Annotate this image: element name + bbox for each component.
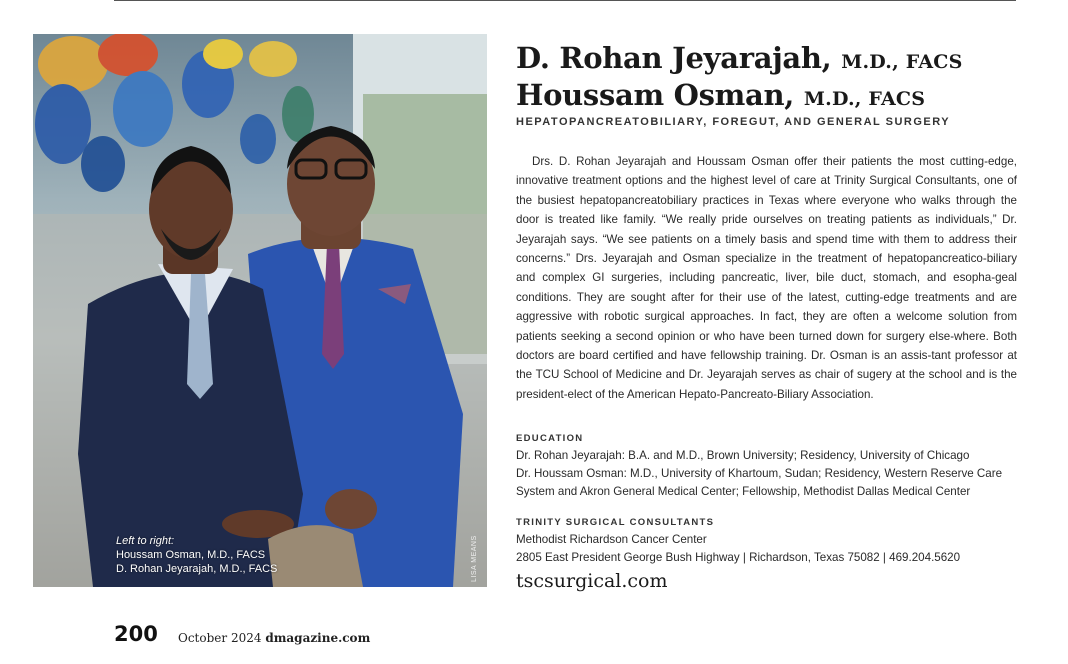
profile-body: Drs. D. Rohan Jeyarajah and Houssam Osman offer their patients the most cutting-edge, innovative treatment options and the highest level of care at Trinity Surgical Consultants, one of the busiest hepatopancreatobiliary practices in Texas where everyone who walks through the door is treated like family. “We really pride ourselves on treating patients as individuals,” Dr. Jeyarajah says. “We see patients on a timely basis and spend time with them to address their concerns.” Drs. Jeyarajah and Osman specialize in the treatment of hepatopancreatico-biliary and complex GI surgeries, including pancreatic, liver, bile duct, stomach, and esopha-geal conditions. They are sought after for their use of the latest, cutting-edge treatments and are aggressive with robotic surgical approaches. In fact, they are often a welcome solution from patients seeking a second opinion or who have been turned down for surgery else-where. Both doctors are board certified and have fellowship training. Dr. Osman is an assis-tant professor at the TCU School of Medicine and Dr. Jeyarajah serves as chair of sugery at the school and is the president-elect of the American Hepato-Pancreato-Biliary Association.: [516, 155, 1017, 401]
name-line-2: [516, 79, 963, 116]
education-heading: EDUCATION: [516, 433, 584, 444]
top-rule: [114, 0, 1016, 1]
person-left: [78, 146, 303, 587]
chair: [268, 525, 363, 587]
doctor-credentials-2: M.D., FACS: [803, 88, 926, 110]
name-line-1: [516, 42, 963, 79]
doctor-names: [516, 42, 963, 116]
caption-line-2: D. Rohan Jeyarajah, M.D., FACS: [116, 563, 278, 575]
specialty-heading: HEPATOPANCREATOBILIARY, FOREGUT, AND GENERAL SURGERY: [516, 116, 951, 128]
practice-location: Methodist Richardson Cancer Center: [516, 533, 707, 546]
practice-heading: TRINITY SURGICAL CONSULTANTS: [516, 517, 715, 528]
page-number: 200: [114, 622, 158, 646]
education-line-1: Dr. Rohan Jeyarajah: B.A. and M.D., Brown University; Residency, University of Chicago: [516, 449, 970, 462]
doctor-credentials-1: M.D., FACS: [841, 51, 963, 73]
doctor-name-1: D. Rohan Jeyarajah,: [516, 41, 832, 75]
education-line-2: Dr. Houssam Osman: M.D., University of Khartoum, Sudan; Residency, Western Reserve Care: [516, 467, 1003, 480]
practice-website[interactable]: tscsurgical.com: [516, 570, 668, 592]
caption-line-1: Houssam Osman, M.D., FACS: [116, 549, 266, 561]
photo-caption: [116, 534, 277, 576]
portrait-photo: [33, 34, 487, 587]
caption-lead: Left to right:: [116, 535, 175, 547]
photo-credit: LISA MEANS: [471, 535, 478, 582]
issue-date: October 2024: [178, 631, 262, 645]
magazine-site[interactable]: dmagazine.com: [265, 631, 371, 645]
portrait-illustration: [33, 34, 487, 587]
education-line-3: System and Akron General Medical Center; Fellowship, Methodist Dallas Medical Center: [516, 485, 971, 498]
issue-line: [178, 631, 370, 645]
practice-address: 2805 East President George Bush Highway | Richardson, Texas 75082 | 469.204.5620: [516, 551, 961, 564]
doctor-name-2: Houssam Osman,: [516, 78, 795, 112]
